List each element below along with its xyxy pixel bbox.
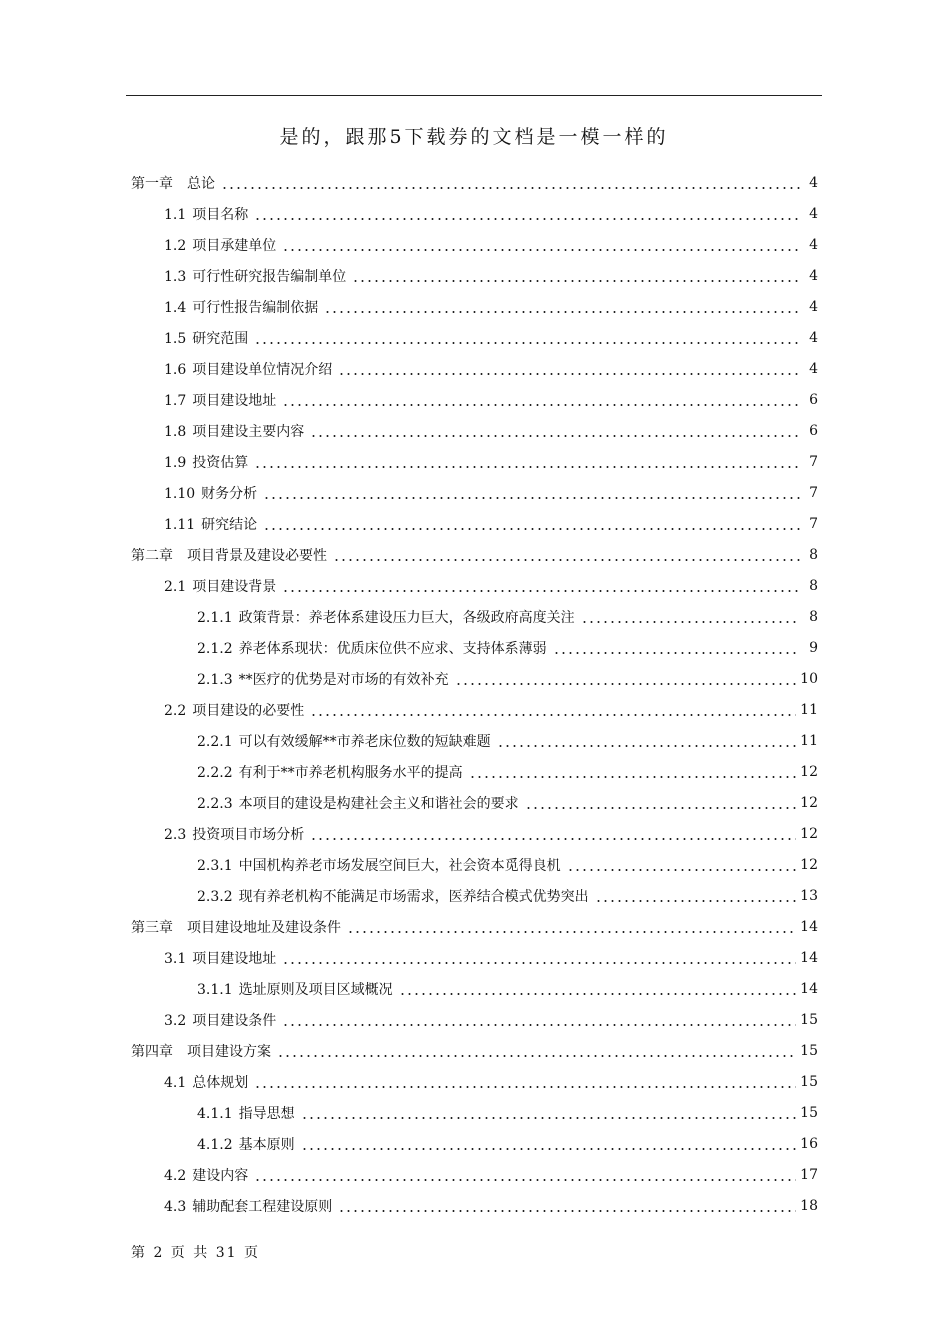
toc-entry-number: 3.1.1: [197, 981, 233, 998]
toc-entry-number: 2.1.1: [197, 609, 233, 626]
toc-entry-number: 1.5: [164, 330, 187, 347]
toc-entry-page: 15: [800, 1073, 818, 1090]
toc-entry-page: 14: [800, 918, 818, 935]
toc-entry[interactable]: [164, 1190, 818, 1221]
toc-entry-title: [197, 1134, 301, 1154]
toc-dot-leader: [254, 218, 800, 220]
toc-entry-text: 中国机构养老市场发展空间巨大，社会资本觅得良机: [238, 857, 561, 874]
toc-dot-leader: [333, 559, 800, 561]
toc-entry-title: [131, 1041, 277, 1061]
toc-entry-page: 15: [800, 1011, 818, 1028]
toc-entry-title: [164, 1010, 282, 1030]
toc-dot-leader: [553, 652, 800, 654]
toc-entry-page: 7: [809, 484, 818, 501]
toc-entry-text: 基本原则: [238, 1136, 295, 1153]
toc-dot-leader: [497, 745, 797, 747]
toc-entry-title: [197, 886, 595, 906]
toc-entry-title: [164, 576, 282, 596]
toc-entry-title: [164, 328, 254, 348]
toc-entry-number: 第二章: [131, 547, 173, 564]
toc-entry-text: 政策背景：养老体系建设压力巨大，各级政府高度关注: [238, 609, 575, 626]
toc-entry[interactable]: [197, 880, 818, 911]
toc-entry-title: [197, 638, 553, 658]
toc-entry[interactable]: [164, 384, 818, 415]
toc-dot-leader: [310, 435, 800, 437]
toc-entry-number: 2.3: [164, 826, 187, 843]
toc-entry-title: [164, 452, 254, 472]
toc-entry-title: [164, 1196, 338, 1216]
toc-entry-number: 第三章: [131, 919, 173, 936]
toc-entry[interactable]: [197, 1097, 818, 1128]
toc-dot-leader: [352, 280, 800, 282]
toc-entry-page: 12: [800, 794, 818, 811]
toc-entry-page: 12: [800, 856, 818, 873]
toc-entry-number: 1.2: [164, 237, 187, 254]
toc-entry-number: 1.9: [164, 454, 187, 471]
toc-entry-text: 财务分析: [201, 485, 258, 502]
toc-entry[interactable]: [164, 477, 818, 508]
toc-entry-title: [197, 669, 455, 689]
toc-entry-page: 14: [800, 980, 818, 997]
toc-entry[interactable]: [197, 632, 818, 663]
toc-dot-leader: [277, 1055, 796, 1057]
toc-entry-text: 养老体系现状：优质床位供不应求、支持体系薄弱: [238, 640, 547, 657]
toc-entry[interactable]: [164, 694, 818, 725]
toc-entry-text: 可行性报告编制依据: [192, 299, 319, 316]
page-footer: 第 2 页 共 31 页: [131, 1245, 260, 1261]
toc-entry-text: 项目建设方案: [187, 1043, 271, 1060]
toc-entry-text: 项目建设的必要性: [192, 702, 305, 719]
toc-entry-text: **医疗的优势是对市场的有效补充: [238, 671, 449, 688]
toc-entry[interactable]: [164, 1159, 818, 1190]
toc-entry[interactable]: [197, 973, 818, 1004]
toc-entry-title: [164, 1165, 254, 1185]
toc-entry-page: 7: [809, 515, 818, 532]
toc-entry-text: 项目名称: [192, 206, 249, 223]
toc-entry-page: 8: [809, 546, 818, 563]
toc-entry-number: 2.1: [164, 578, 187, 595]
toc-entry-page: 4: [809, 236, 818, 253]
toc-entry-title: [164, 948, 282, 968]
toc-entry-title: [197, 607, 581, 627]
toc-dot-leader: [567, 869, 797, 871]
toc-entry[interactable]: [197, 756, 818, 787]
toc-dot-leader: [282, 590, 800, 592]
toc-entry-number: 2.2: [164, 702, 187, 719]
toc-dot-leader: [282, 962, 796, 964]
toc-entry-page: 8: [809, 608, 818, 625]
toc-dot-leader: [455, 683, 797, 685]
toc-entry-number: 1.10: [164, 485, 196, 502]
toc-dot-leader: [310, 714, 796, 716]
toc-entry[interactable]: [131, 911, 818, 942]
toc-entry-text: 辅助配套工程建设原则: [192, 1198, 333, 1215]
toc-entry-page: 18: [800, 1197, 818, 1214]
toc-entry-text: 项目背景及建设必要性: [187, 547, 327, 564]
toc-entry-number: 4.1.2: [197, 1136, 233, 1153]
toc-entry-text: 指导思想: [238, 1105, 295, 1122]
toc-entry-number: 2.2.2: [197, 764, 233, 781]
toc-dot-leader: [263, 528, 800, 530]
toc-entry-page: 9: [809, 639, 818, 656]
toc-entry[interactable]: [197, 663, 818, 694]
toc-entry-number: 1.4: [164, 299, 187, 316]
toc-entry-page: 7: [809, 453, 818, 470]
toc-entry-page: 6: [809, 391, 818, 408]
toc-entry-number: 第四章: [131, 1043, 173, 1060]
toc-entry[interactable]: [131, 539, 818, 570]
toc-entry[interactable]: [197, 849, 818, 880]
toc-entry-title: [164, 483, 263, 503]
toc-entry-number: 4.2: [164, 1167, 187, 1184]
toc-entry-title: [164, 700, 310, 720]
toc-entry-number: 4.1.1: [197, 1105, 233, 1122]
toc-entry-title: [164, 390, 282, 410]
toc-dot-leader: [254, 466, 800, 468]
toc-entry-text: 建设内容: [192, 1167, 249, 1184]
toc-entry-number: 3.1: [164, 950, 187, 967]
toc-entry-number: 3.2: [164, 1012, 187, 1029]
toc-entry-page: 12: [800, 825, 818, 842]
toc-entry-number: 1.7: [164, 392, 187, 409]
toc-entry-number: 2.1.2: [197, 640, 233, 657]
toc-entry-text: 现有养老机构不能满足市场需求，医养结合模式优势突出: [238, 888, 589, 905]
toc-dot-leader: [595, 900, 797, 902]
toc-entry-number: 2.3.2: [197, 888, 233, 905]
toc-entry-title: [164, 266, 352, 286]
toc-dot-leader: [310, 838, 796, 840]
toc-dot-leader: [301, 1148, 797, 1150]
toc-entry-text: 有利于**市养老机构服务水平的提高: [238, 764, 463, 781]
toc-entry-number: 4.3: [164, 1198, 187, 1215]
toc-entry-number: 1.3: [164, 268, 187, 285]
toc-dot-leader: [581, 621, 800, 623]
toc-entry-page: 4: [809, 205, 818, 222]
toc-dot-leader: [282, 249, 800, 251]
toc-entry-title: [164, 514, 263, 534]
toc-entry-page: 15: [800, 1104, 818, 1121]
toc-entry-text: 研究结论: [201, 516, 258, 533]
toc-dot-leader: [282, 404, 800, 406]
toc-entry[interactable]: [164, 818, 818, 849]
toc-entry-title: [197, 979, 399, 999]
toc-entry-number: 2.2.3: [197, 795, 233, 812]
toc-entry[interactable]: [164, 570, 818, 601]
toc-dot-leader: [254, 1179, 796, 1181]
toc-entry-page: 11: [800, 732, 818, 749]
toc-entry[interactable]: [197, 725, 818, 756]
toc-entry-title: [164, 297, 324, 317]
toc-entry-page: 14: [800, 949, 818, 966]
toc-entry[interactable]: [164, 1066, 818, 1097]
toc-entry-text: 研究范围: [192, 330, 249, 347]
toc-entry-title: [197, 855, 567, 875]
toc-entry-title: [164, 359, 338, 379]
toc-entry-page: 11: [800, 701, 818, 718]
toc-entry-number: 2.2.1: [197, 733, 233, 750]
toc-entry-text: 项目承建单位: [192, 237, 277, 254]
toc-dot-leader: [254, 342, 800, 344]
toc-entry[interactable]: [164, 229, 818, 260]
toc-entry-page: 15: [800, 1042, 818, 1059]
toc-entry-page: 4: [809, 267, 818, 284]
toc-entry-number: 2.1.3: [197, 671, 233, 688]
toc-entry[interactable]: [197, 601, 818, 632]
toc-entry[interactable]: [131, 167, 818, 198]
toc-entry-page: 8: [809, 577, 818, 594]
toc-entry-title: [197, 1103, 301, 1123]
toc-entry-title: [164, 1072, 254, 1092]
toc-entry-title: [131, 173, 221, 193]
toc-dot-leader: [282, 1024, 796, 1026]
toc-entry-text: 总论: [187, 175, 215, 192]
toc-dot-leader: [338, 1210, 796, 1212]
toc-entry-text: 项目建设单位情况介绍: [192, 361, 333, 378]
toc-entry-text: 项目建设主要内容: [192, 423, 305, 440]
toc-entry-text: 可以有效缓解**市养老床位数的短缺难题: [238, 733, 491, 750]
toc-entry-text: 项目建设地址: [192, 392, 277, 409]
document-title: 是的，跟那5下载券的文档是一模一样的: [279, 126, 669, 148]
toc-entry-text: 投资项目市场分析: [192, 826, 305, 843]
header-rule: [126, 95, 822, 96]
toc-entry-page: 4: [809, 174, 818, 191]
toc-entry-title: [131, 545, 333, 565]
toc-entry-page: 6: [809, 422, 818, 439]
toc-entry[interactable]: [164, 1004, 818, 1035]
toc-entry-page: 4: [809, 360, 818, 377]
toc-entry-title: [197, 762, 469, 782]
toc-entry-text: 本项目的建设是构建社会主义和谐社会的要求: [238, 795, 519, 812]
toc-entry-page: 13: [800, 887, 818, 904]
toc-dot-leader: [254, 1086, 796, 1088]
toc-dot-leader: [221, 187, 800, 189]
toc-dot-leader: [399, 993, 797, 995]
toc-entry-text: 总体规划: [192, 1074, 249, 1091]
toc-entry-number: 1.1: [164, 206, 187, 223]
toc-dot-leader: [525, 807, 797, 809]
toc-entry[interactable]: [164, 415, 818, 446]
toc-entry-text: 选址原则及项目区域概况: [238, 981, 393, 998]
toc-entry[interactable]: [164, 198, 818, 229]
toc-entry[interactable]: [131, 1035, 818, 1066]
toc-entry-title: [164, 204, 254, 224]
toc-entry-page: 17: [800, 1166, 818, 1183]
toc-entry-page: 12: [800, 763, 818, 780]
toc-entry-number: 1.6: [164, 361, 187, 378]
toc-dot-leader: [338, 373, 800, 375]
toc-entry[interactable]: [164, 353, 818, 384]
toc-entry-text: 项目建设地址及建设条件: [187, 919, 341, 936]
toc-entry-number: 1.8: [164, 423, 187, 440]
toc-entry[interactable]: [197, 787, 818, 818]
toc-entry-text: 可行性研究报告编制单位: [192, 268, 347, 285]
toc-entry[interactable]: [164, 260, 818, 291]
toc-entry-number: 1.11: [164, 516, 196, 533]
toc-entry-text: 项目建设背景: [192, 578, 277, 595]
toc-entry-page: 16: [800, 1135, 818, 1152]
toc-entry-title: [164, 824, 310, 844]
toc-entry-title: [197, 731, 497, 751]
toc-entry-title: [164, 421, 310, 441]
toc-entry-text: 投资估算: [192, 454, 249, 471]
toc-dot-leader: [347, 931, 796, 933]
toc-dot-leader: [324, 311, 800, 313]
toc-entry-page: 4: [809, 329, 818, 346]
toc-entry-number: 2.3.1: [197, 857, 233, 874]
toc-entry[interactable]: [164, 291, 818, 322]
toc-entry-page: 4: [809, 298, 818, 315]
toc-dot-leader: [263, 497, 800, 499]
toc-entry[interactable]: [164, 942, 818, 973]
toc-entry[interactable]: [164, 446, 818, 477]
toc-entry-text: 项目建设条件: [192, 1012, 277, 1029]
toc-dot-leader: [469, 776, 797, 778]
toc-entry[interactable]: [197, 1128, 818, 1159]
toc-entry-title: [164, 235, 282, 255]
toc-entry-text: 项目建设地址: [192, 950, 277, 967]
toc-entry-title: [197, 793, 525, 813]
toc-entry[interactable]: [164, 508, 818, 539]
toc-entry-page: 10: [800, 670, 818, 687]
toc-entry[interactable]: [164, 322, 818, 353]
toc-dot-leader: [301, 1117, 797, 1119]
toc-entry-number: 4.1: [164, 1074, 187, 1091]
toc-entry-number: 第一章: [131, 175, 173, 192]
toc-entry-title: [131, 917, 347, 937]
